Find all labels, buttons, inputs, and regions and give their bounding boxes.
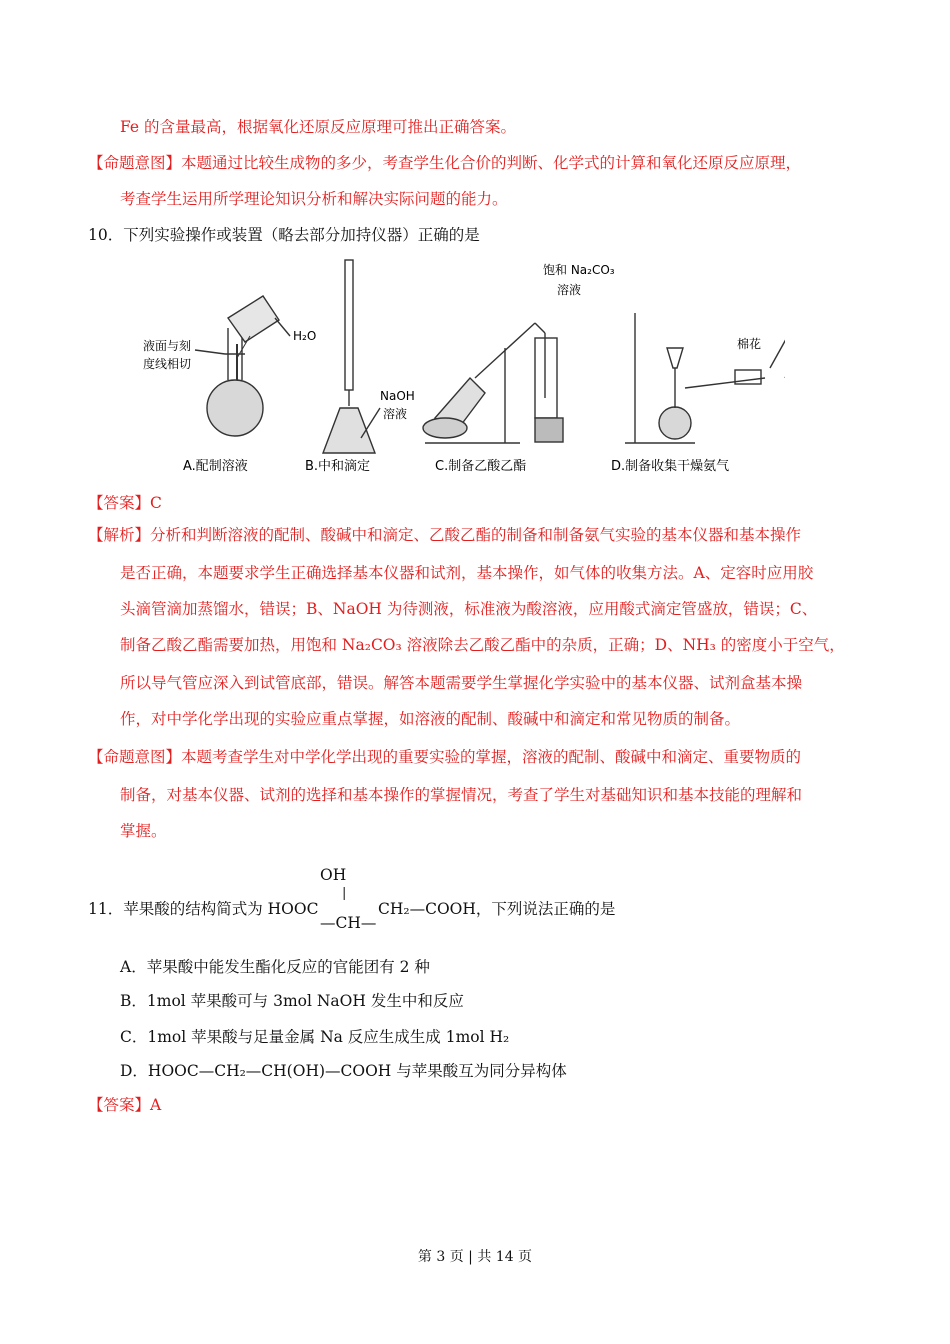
label-saturated-1: 饱和 Na₂CO₃: [543, 263, 615, 277]
caption-b: B.中和滴定: [305, 459, 371, 474]
q11-option-b: B．1mol 苹果酸可与 3mol NaOH 发生中和反应: [120, 992, 464, 1010]
q10-analysis-line5: 所以导气管应深入到试管底部，错误。解答本题需要学生掌握化学实验中的基本仪器、试剂盒基本操: [120, 674, 803, 692]
label-saturated-2: 溶液: [557, 283, 582, 297]
q10-intent-line2: 制备，对基本仪器、试剂的选择和基本操作的掌握情况，考查了学生对基础知识和基本技能的理解和: [120, 786, 803, 804]
q11-option-d: D．HOOC—CH₂—CH(OH)—COOH 与苹果酸互为同分异构体: [120, 1062, 567, 1080]
q10-answer-tag: 【答案】: [88, 494, 151, 512]
intent-prev-tag: 【命题意图】: [88, 154, 182, 172]
q10-apparatus-figure: [125, 258, 785, 480]
q10-answer-value: C: [150, 494, 162, 512]
q11-stem-pre: 11．苹果酸的结构简式为 HOOC: [88, 900, 319, 918]
continuation-text: Fe 的含量最高，根据氧化还原反应原理可推出正确答案。: [120, 118, 517, 136]
q11-answer-value: A: [150, 1096, 162, 1114]
label-naoh-1: NaOH: [380, 389, 415, 403]
q10-analysis-text-1: 分析和判断溶液的配制、酸碱中和滴定、乙酸乙酯的制备和制备氨气实验的基本仪器和基本操作: [150, 526, 802, 544]
q11-option-c: C．1mol 苹果酸与足量金属 Na 反应生成生成 1mol H₂: [120, 1028, 510, 1046]
q10-intent-text-1: 本题考查学生对中学化学出现的重要实验的掌握，溶液的配制、酸碱中和滴定、重要物质的: [181, 748, 802, 766]
q10-analysis-tag: 【解析】: [88, 526, 151, 544]
apparatus-a: [195, 296, 290, 436]
caption-a: A.配制溶液: [183, 459, 248, 474]
label-h2o: H₂O: [293, 329, 317, 343]
q10-intent-tag: 【命题意图】: [88, 748, 182, 766]
caption-d: D.制备收集干燥氨气: [611, 459, 730, 474]
label-naoh-2: 溶液: [383, 407, 408, 421]
apparatus-b: [323, 260, 380, 453]
caption-c: C.制备乙酸乙酯: [435, 459, 527, 474]
intent-prev-text: 本题通过比较生成物的多少，考查学生化合价的判断、化学式的计算和氧化还原反应原理，: [181, 154, 802, 172]
label-liquid-level-1: 液面与刻: [143, 339, 192, 353]
intent-prev-line2: 考查学生运用所学理论知识分析和解决实际问题的能力。: [120, 190, 508, 208]
page-footer: 第 3 页 | 共 14 页: [417, 1249, 533, 1265]
intent-prev-line1: [88, 154, 801, 173]
q10-intent-line1: [88, 748, 801, 767]
apparatus-c: [423, 323, 563, 443]
q11-oh-group: OH: [320, 866, 347, 884]
q10-intent-line3: 掌握。: [120, 822, 167, 840]
q11-stem-post: CH₂—COOH，下列说法正确的是: [378, 900, 616, 918]
q11-option-a: A．苹果酸中能发生酯化反应的官能团有 2 种: [120, 958, 430, 976]
q10-analysis-line2: 是否正确，本题要求学生正确选择基本仪器和试剂，基本操作，如气体的收集方法。A、定容时应用胶: [120, 564, 814, 582]
q11-answer: [88, 1096, 161, 1115]
q11-answer-tag: 【答案】: [88, 1096, 151, 1114]
apparatus-d: [625, 278, 785, 443]
q11-bond-vertical: |: [342, 886, 347, 901]
q11-ch-group: —CH—: [320, 914, 377, 932]
q10-analysis-line3: 头滴管滴加蒸馏水，错误；B、NaOH 为待测液，标准液为酸溶液，应用酸式滴定管盛放，错误；C、: [120, 600, 818, 618]
label-cotton: 棉花: [737, 337, 762, 351]
q10-analysis-line4: 制备乙酸乙酯需要加热，用饱和 Na₂CO₃ 溶液除去乙酸乙酯中的杂质，正确；D、NH₃ 的密度小于空气，: [120, 636, 845, 654]
q10-analysis-line6: 作，对中学化学出现的实验应重点掌握，如溶液的配制、酸碱中和滴定和常见物质的制备。: [120, 710, 741, 728]
label-liquid-level-2: 度线相切: [143, 357, 192, 371]
q10-stem: 10．下列实验操作或装置（略去部分加持仪器）正确的是: [88, 226, 480, 244]
q10-analysis-line1: [88, 526, 801, 545]
q10-answer: [88, 494, 162, 513]
